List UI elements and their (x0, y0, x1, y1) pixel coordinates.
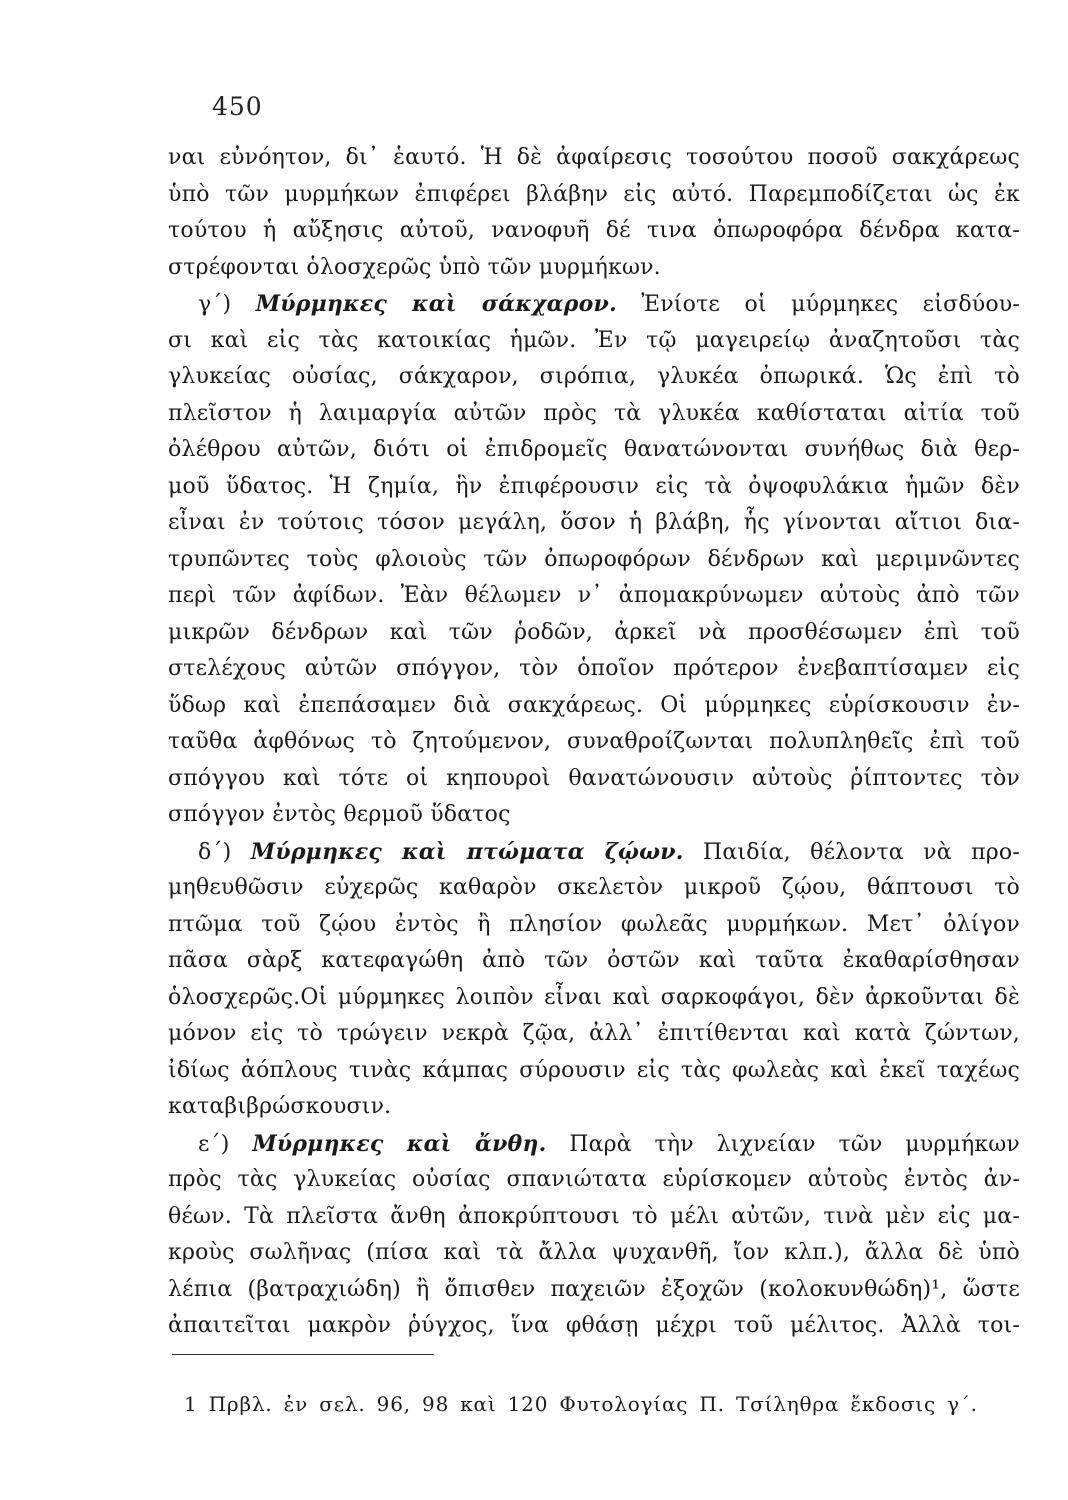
text-line: ὀλέθρου αὐτῶν, διότι οἱ ἐπιδρομεῖς θανατώνονται συνήθως διὰ θερ- (168, 437, 1020, 462)
text-run: Παρὰ τὴν λιχνείαν τῶν μυρμήκων (546, 1131, 1020, 1157)
section-heading-line (168, 1126, 1020, 1163)
text-line: τρυπῶντες τοὺς φλοιοὺς τῶν ὀπωροφόρων δένδρων καὶ μεριμνῶντες (168, 546, 1020, 572)
section-label: ε΄) (198, 1131, 253, 1157)
section-title: Μύρμηκες καὶ σάκχαρον. (255, 291, 617, 317)
text-line: ὑπὸ τῶν μυρμήκων ἐπιφέρει βλάβην εἰς αὐτό. Παρεμποδίζεται ὡς ἐκ (168, 181, 1020, 207)
text-run: Παιδία, θέλοντα νὰ προ- (683, 839, 1020, 865)
body-text (168, 140, 1020, 1345)
text-line: ταῦθα ἀφθόνως τὸ ζητούμενον, συναθροίζωνται πολυπληθεῖς ἐπὶ τοῦ (168, 729, 1020, 754)
text-line: ἰδίως ἀόπλους τινὰς κάμπας σύρουσιν εἰς τὰς φωλεὰς καὶ ἐκεῖ ταχέως (168, 1057, 1020, 1083)
text-line: ὕδωρ καὶ ἐπεπάσαμεν διὰ σακχάρεως. Οἱ μύρμηκες εὑρίσκουσιν ἐν- (168, 692, 1020, 718)
page-number: 450 (212, 92, 263, 121)
text-line: στρέφονται ὁλοσχερῶς ὑπὸ τῶν μυρμήκων. (168, 254, 661, 280)
section-label: δ΄) (198, 839, 251, 865)
text-line: μόνον εἰς τὸ τρώγειν νεκρὰ ζῷα, ἀλλ᾽ ἐπιτίθενται καὶ κατὰ ζώντων, (168, 1021, 1020, 1046)
text-line: πρὸς τὰς γλυκείας οὐσίας σπανιώτατα εὑρίσκομεν αὐτοὺς ἐντὸς ἀν- (168, 1167, 1020, 1192)
text-line: τούτου ἡ αὔξησις αὐτοῦ, νανοφυῆ δέ τινα ὀπωροφόρα δένδρα κατα- (168, 218, 1020, 243)
text-line: στελέχους αὐτῶν σπόγγον, τὸν ὁποῖον πρότερον ἐνεβαπτίσαμεν εἰς (168, 656, 1020, 681)
text-line: καταβιβρώσκουσιν. (168, 1094, 392, 1119)
text-line: γλυκείας οὐσίας, σάκχαρον, σιρόπια, γλυκέα ὀπωρικά. Ὡς ἐπὶ τὸ (168, 364, 1020, 389)
section-heading-line (168, 834, 1020, 871)
text-line: ἀπαιτεῖται μακρὸν ῥύγχος, ἵνα φθάσῃ μέχρι τοῦ μέλιτος. Ἀλλὰ τοι- (168, 1313, 1020, 1338)
text-line: μικρῶν δένδρων καὶ τῶν ῥοδῶν, ἀρκεῖ νὰ προσθέσωμεν ἐπὶ τοῦ (168, 619, 1020, 645)
text-line: κροὺς σωλῆνας (πίσα καὶ τὰ ἄλλα ψυχανθῆ, ἴον κλπ.), ἄλλα δὲ ὑπὸ (168, 1240, 1020, 1265)
text-line: εἶναι ἐν τούτοις τόσον μεγάλη, ὅσον ἡ βλάβη, ἧς γίνονται αἴτιοι δια- (168, 510, 1020, 535)
text-line: σι καὶ εἰς τὰς κατοικίας ἡμῶν. Ἐν τῷ μαγειρείῳ ἀναζητοῦσι τὰς (168, 327, 1020, 353)
footnote-divider (172, 1354, 434, 1355)
text-line: λέπια (βατραχιώδη) ἢ ὄπισθεν παχειῶν ἐξοχῶν (κολοκυνθώδη)¹, ὥστε (168, 1276, 1020, 1302)
text-run: Ἐνίοτε οἱ μύρμηκες εἰσδύου- (616, 292, 1020, 317)
footnote: 1 Πρβλ. ἐν σελ. 96, 98 καὶ 120 Φυτολογίας Π. Τσίληθρα ἔκδοσις γ΄. (184, 1392, 978, 1416)
section-title: Μύρμηκες καὶ πτώματα ζῴων. (250, 838, 684, 865)
text-line: περὶ τῶν ἀφίδων. Ἐὰν θέλωμεν ν᾽ ἀπομακρύνωμεν αὐτοὺς ἀπὸ τῶν (168, 583, 1020, 608)
text-line: μοῦ ὕδατος. Ἡ ζημία, ἣν ἐπιφέρουσιν εἰς τὰ ὀψοφυλάκια ἡμῶν δὲν (168, 473, 1020, 499)
section-heading-line (168, 286, 1020, 323)
text-line: μηθευθῶσιν εὐχερῶς καθαρὸν σκελετὸν μικροῦ ζῴου, θάπτουσι τὸ (168, 875, 1020, 900)
text-line: πτῶμα τοῦ ζῴου ἐντὸς ἢ πλησίον φωλεᾶς μυρμήκων. Μετ᾽ ὀλίγον (168, 911, 1020, 937)
text-line: πᾶσα σὰρξ κατεφαγώθη ἀπὸ τῶν ὀστῶν καὶ ταῦτα ἐκαθαρίσθησαν (168, 948, 1020, 973)
section-title: Μύρμηκες καὶ ἄνθη. (252, 1130, 547, 1157)
section-label: γ΄) (198, 292, 256, 317)
text-line: σπόγγον ἐντὸς θερμοῦ ὕδατος (168, 802, 511, 827)
text-line: σπόγγου καὶ τότε οἱ κηπουροὶ θανατώνουσιν αὐτοὺς ῥίπτοντες τὸν (168, 765, 1020, 791)
text-line: θέων. Τὰ πλεῖστα ἄνθη ἀποκρύπτουσι τὸ μέλι αὐτῶν, τινὰ μὲν εἰς μα- (168, 1203, 1020, 1229)
text-line: ὁλοσχερῶς.Οἱ μύρμηκες λοιπὸν εἶναι καὶ σαρκοφάγοι, δὲν ἀρκοῦνται δὲ (168, 984, 1020, 1010)
text-line: ναι εὐνόητον, δι᾽ ἑαυτό. Ἡ δὲ ἀφαίρεσις τοσούτου ποσοῦ σακχάρεως (168, 145, 1020, 170)
text-line: πλεῖστον ἡ λαιμαργία αὐτῶν πρὸς τὰ γλυκέα καθίσταται αἰτία τοῦ (168, 400, 1020, 426)
